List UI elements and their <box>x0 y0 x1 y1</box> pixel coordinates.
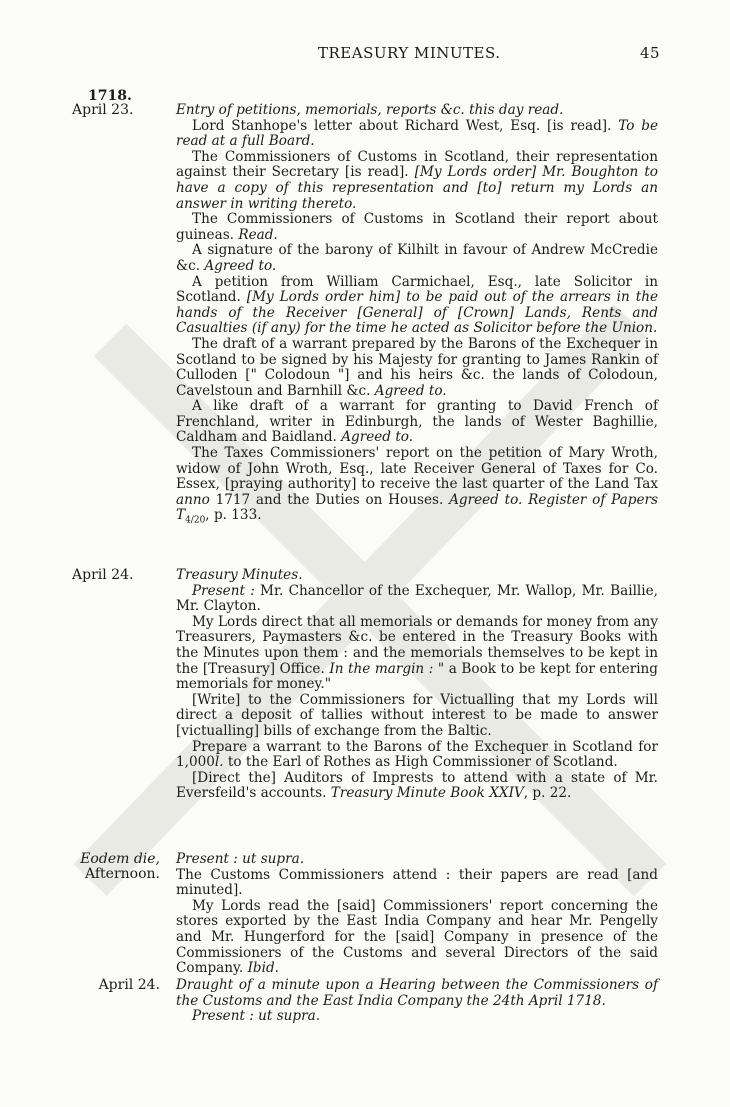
entry-heading: Draught of a minute upon a Hearing between the Commissioners of the Customs and the East India Company the 24th April 1718. <box>176 977 658 1009</box>
paragraph: A like draft of a warrant for granting to David French of Frenchland, writer in Edinburgh, the lands of Wester Baghillie, Caldham and Baidland. Agreed to. <box>176 398 658 446</box>
present-line: Present : ut supra. <box>192 1008 321 1025</box>
entry-heading: Entry of petitions, memorials, reports &c. this day read. <box>176 102 564 118</box>
entry-body <box>176 568 658 802</box>
paragraph: [Write] to the Commissioners for Victualling that my Lords will direct a deposit of tallies without interest to be made to answer [victualling] bills of exchange from the Baltic. <box>176 691 658 739</box>
paragraph: The Commissioners of Customs in Scotland, their representation against their Secretary [is read]. [My Lords order] Mr. Boughton to have a copy of this representation and [to] return my Lords an answer in writing thereto. <box>176 148 658 212</box>
paragraph: Prepare a warrant to the Barons of the Exchequer in Scotland for 1,000l. to the Earl of Rothes as High Commissioner of Scotland. <box>176 738 658 771</box>
entry-heading: Treasury Minutes. <box>176 567 303 583</box>
entry-body <box>176 103 658 530</box>
entry-date: April 23. <box>72 102 134 118</box>
paragraph: A petition from William Carmichael, Esq., late Solicitor in Scotland. [My Lords order him] to be paid out of the arrears in the hands of the Receiver [General] of [Crown] Lands, Rents and Casualties (if any) for the time he acted as Solicitor before the Union. <box>176 273 658 337</box>
paragraph: My Lords read the [said] Commissioners' report concerning the stores exported by the East India Company and hear Mr. Pengelly and Mr. Hungerford for the [said] Company in presence of the Commissioners of the Customs and several Directors of the said Company. Ibid. <box>176 897 658 977</box>
paragraph: The Taxes Commissioners' report on the petition of Mary Wroth, widow of John Wroth, Esq., late Receiver General of Taxes for Co. Essex, [praying authority] to receive the last quarter of the Land Tax anno 1717 and the Duties on Houses. Agreed to. Register of Papers $T_{4/20}$, p. 133. <box>176 445 659 527</box>
entry-body <box>176 978 658 1025</box>
paragraph: The Customs Commissioners attend : their papers are read [and minuted]. <box>176 866 658 899</box>
paragraph: [Direct the] Auditors of Imprests to attend with a state of Mr. Eversfeild's accounts. Treasury Minute Book XXIV, p. 22. <box>176 769 658 802</box>
page-title: TREASURY MINUTES. <box>318 44 501 62</box>
present-line: Present : Mr. Chancellor of the Exchequer, Mr. Wallop, Mr. Baillie, Mr. Clayton. <box>176 582 658 615</box>
year-label: 1718. <box>88 88 132 104</box>
paragraph: Lord Stanhope's letter about Richard West, Esq. [is read]. To be read at a full Board. <box>176 117 659 150</box>
entry-date: April 24. <box>98 977 160 993</box>
paragraph: The Commissioners of Customs in Scotland their report about guineas. Read. <box>176 211 658 243</box>
paragraph: The draft of a warrant prepared by the Barons of the Exchequer in Scotland to be signed by his Majesty for granting to James Rankin of Culloden [" Colodoun "] and his heirs &c. the lands of Colodoun, Cavelstoun and Barnhill &c. Agreed to. <box>176 335 658 399</box>
entry-date: Eodem die, Afternoon. <box>80 851 160 882</box>
entry-date: April 24. <box>72 567 134 583</box>
present-line: Present : ut supra. <box>176 851 305 867</box>
paragraph: My Lords direct that all memorials or demands for money from any Treasurers, Paymasters &c. be entered in the Treasury Books with the Minutes upon them : and the memorials themselves to be kept in the [Treasury] Office. In the margin : " a Book to be kept for entering memorials for money." <box>176 613 659 693</box>
entry-body <box>176 852 658 977</box>
paragraph: A signature of the barony of Kilhilt in favour of Andrew McCredie &c. Agreed to. <box>176 242 658 274</box>
page-number: 45 <box>640 44 661 62</box>
